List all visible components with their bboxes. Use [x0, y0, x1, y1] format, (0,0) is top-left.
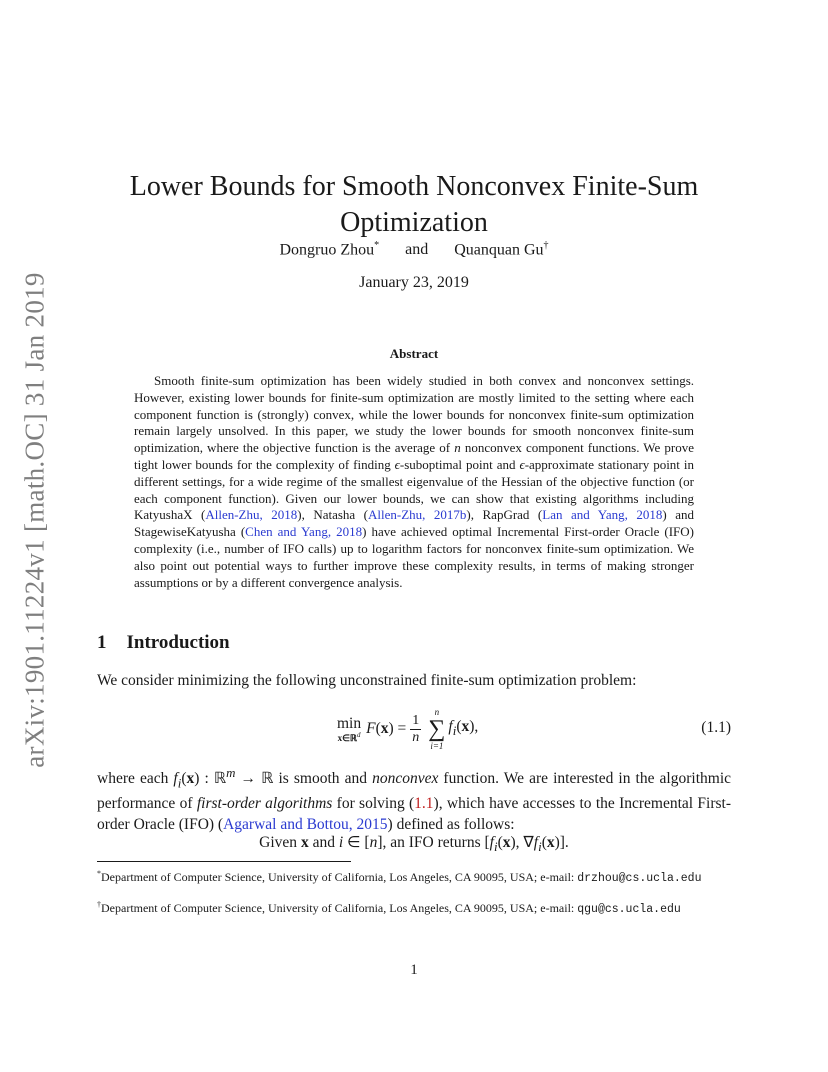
- math-symbol: ϵ: [519, 456, 525, 472]
- author-email: qgu@cs.ucla.edu: [577, 903, 681, 916]
- math-superscript: m: [226, 765, 236, 780]
- sum-upper-limit: n: [434, 707, 440, 717]
- math-symbol: f: [489, 834, 494, 851]
- author-email: drzhou@cs.ucla.edu: [577, 872, 702, 885]
- footnote-divider: [97, 861, 351, 862]
- equation-lhs: F(x) =: [366, 720, 407, 737]
- abstract-body: [134, 373, 694, 591]
- math-symbol: f: [533, 834, 539, 851]
- text-run: (: [497, 834, 503, 851]
- footnote-text: Department of Computer Science, University of California, Los Angeles, CA 90095, USA; e-mail:: [101, 870, 578, 884]
- text-run: ], an IFO returns [: [377, 834, 490, 851]
- citation-link[interactable]: Lan and Yang, 2018: [542, 507, 663, 523]
- text-run: for solving (: [332, 795, 415, 813]
- math-symbol: f: [173, 770, 178, 788]
- min-subscript: x∈ℝ$^d$: [337, 730, 361, 743]
- math-subscript: i: [538, 839, 542, 855]
- text-run: ), ∇: [510, 834, 534, 851]
- math-subscript: i: [493, 839, 498, 855]
- equation-block: [97, 705, 731, 753]
- text-run: ) have achieved optimal Incremental First-order Oracle (IFO) complexity (i.e., number of IFO calls) up to logarithm factors for nonconvex finite-sum optimization. We also point out potential ways to further improve these complexity results, in terms of making stronger assumptions or by a different convergence analysis.: [134, 524, 694, 590]
- math-vector: x: [186, 770, 195, 788]
- intro-paragraph: [97, 762, 731, 835]
- sigma-glyph: ∑: [428, 716, 446, 742]
- text-run: (: [181, 770, 187, 788]
- citation-link[interactable]: Allen-Zhu, 2018: [205, 507, 298, 523]
- equation-summand: $f_i(x)$,: [448, 718, 479, 739]
- section-title: Introduction: [126, 632, 230, 653]
- text-run: ) : ℝ: [194, 770, 227, 788]
- math-vector: x: [300, 834, 309, 851]
- math-symbol: n: [369, 834, 378, 851]
- text-run: nonconvex component functions. We prove tight lower bounds for the complexity of finding: [134, 440, 694, 472]
- section-number: 1: [97, 632, 107, 653]
- text-run: -suboptimal point and: [399, 456, 520, 472]
- math-symbol: first-order algorithms: [196, 795, 333, 813]
- text-run: (: [541, 834, 547, 851]
- math-subscript: i: [177, 775, 182, 791]
- author-separator: and: [405, 241, 429, 259]
- math-vector: x: [502, 834, 511, 851]
- page-number: 1: [410, 962, 418, 978]
- math-symbol: i: [338, 834, 344, 851]
- ifo-definition: [97, 833, 731, 855]
- footnote-mark: *: [97, 869, 101, 878]
- equation-min-operator: [337, 715, 361, 744]
- footnote: [97, 866, 731, 887]
- equation-body: [337, 705, 478, 753]
- fraction-numerator: 1: [412, 712, 420, 728]
- paper-title: Lower Bounds for Smooth Nonconvex Finite-Sum Optimization: [129, 170, 699, 238]
- author-name: Dongruo Zhou: [279, 241, 375, 259]
- math-vector: x: [546, 834, 555, 851]
- citation-link[interactable]: Agarwal and Bottou, 2015: [223, 816, 388, 834]
- math-symbol: ϵ: [394, 456, 400, 472]
- intro-paragraph: We consider minimizing the following unconstrained finite-sum optimization problem:: [97, 672, 637, 689]
- footnote-mark: †: [97, 900, 101, 909]
- author-footnote-mark: *: [374, 240, 380, 251]
- arxiv-identifier-stamp: arXiv:1901.11224v1 [math.OC] 31 Jan 2019: [19, 272, 50, 768]
- citation-link[interactable]: Chen and Yang, 2018: [245, 524, 363, 540]
- summation-symbol: [428, 707, 445, 751]
- equation-number: (1.1): [701, 719, 731, 736]
- text-run: ), RapGrad (: [466, 507, 543, 523]
- footnote: [97, 897, 731, 918]
- text-run: ) defined as follows:: [387, 816, 515, 834]
- text-run: ∈ [: [343, 834, 370, 851]
- text-run: and: [308, 834, 339, 851]
- text-run: -approximate stationary point in different settings, for a wide regime of the smallest eigenvalue of the Hessian of the objective function (or each component function). Given our lower bounds, we can show that existing algorithms including KatyushaX (: [134, 456, 694, 523]
- sum-lower-limit: i=1: [430, 741, 444, 751]
- footnote-text: Department of Computer Science, University of California, Los Angeles, CA 90095, USA; e-mail:: [101, 901, 578, 915]
- math-symbol: nonconvex: [372, 770, 439, 788]
- text-run: → ℝ is smooth and: [235, 770, 373, 788]
- fraction-denominator: n: [412, 729, 420, 745]
- text-run: where each: [97, 770, 174, 788]
- author-footnote-mark: †: [543, 240, 549, 251]
- equation-fraction: [410, 713, 421, 746]
- text-run: Given: [259, 834, 301, 851]
- text-run: function. We are interested in the algorithmic performance of: [97, 770, 731, 813]
- equation-ref-link[interactable]: 1.1: [414, 795, 434, 813]
- citation-link[interactable]: Allen-Zhu, 2017b: [368, 507, 467, 523]
- text-run: ), Natasha (: [297, 507, 369, 523]
- abstract-heading: Abstract: [389, 346, 439, 361]
- author-name: Quanquan Gu: [454, 241, 544, 259]
- min-label: min: [337, 714, 362, 732]
- paper-date: January 23, 2019: [359, 274, 469, 291]
- math-symbol: n: [454, 440, 461, 456]
- section-heading: [97, 632, 230, 654]
- text-run: )].: [554, 834, 569, 851]
- author-line: [97, 240, 731, 259]
- text-run: Smooth finite-sum optimization has been widely studied in both convex and nonconvex settings. However, existing lower bounds for finite-sum optimization are mostly limited to the setting where each component function is (strongly) convex, while the lower bounds for nonconvex finite-sum optimization remain largely unsolved. In this paper, we study the lower bounds for smooth nonconvex finite-sum optimization, where the objective function is the average of: [134, 373, 694, 456]
- text-run: ) and StagewiseKatyusha (: [134, 507, 694, 540]
- text-run: ), which have accesses to the Incremental First-order Oracle (IFO) (: [97, 795, 731, 834]
